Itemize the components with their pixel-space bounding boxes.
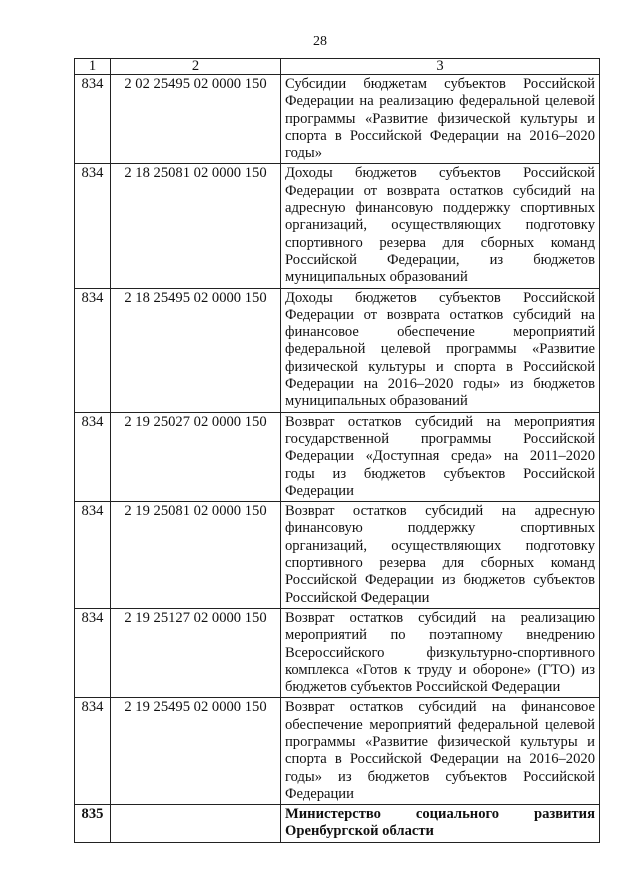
budget-code-cell: 2 02 25495 02 0000 150	[111, 75, 281, 164]
admin-code-cell: 834	[75, 288, 111, 412]
description-cell: Возврат остатков субсидий на мероприятия государственной программы Российской Федерации «Доступная среда» на 2011–2020 годы из бюджетов субъектов Российской Федерации	[281, 412, 600, 501]
budget-code-cell: 2 19 25127 02 0000 150	[111, 608, 281, 697]
table-row	[75, 698, 600, 805]
admin-code-cell: 834	[75, 412, 111, 501]
description-cell: Субсидии бюджетам субъектов Российской Федерации на реализацию федеральной целевой программы «Развитие физической культуры и спорта в Российской Федерации на 2016–2020 годы»	[281, 75, 600, 164]
table-row	[75, 608, 600, 697]
page-number: 28	[313, 34, 327, 49]
ministry-name-cell: Министерство социального развития Оренбургской области	[281, 805, 600, 843]
budget-code-cell: 2 19 25495 02 0000 150	[111, 698, 281, 805]
budget-code-cell	[111, 805, 281, 843]
table-row	[75, 75, 600, 164]
table-row-ministry	[75, 805, 600, 843]
column-header-3: 3	[281, 59, 600, 75]
budget-code-cell: 2 19 25081 02 0000 150	[111, 502, 281, 609]
table-row	[75, 502, 600, 609]
budget-code-cell: 2 18 25081 02 0000 150	[111, 164, 281, 288]
description-cell: Доходы бюджетов субъектов Российской Федерации от возврата остатков субсидий на финансовое обеспечение мероприятий федеральной целевой программы «Развитие физической культуры и спорта в Российской Федерации на 2016–2020 годы» из бюджетов муниципальных образований	[281, 288, 600, 412]
table-row	[75, 164, 600, 288]
admin-code-cell: 834	[75, 164, 111, 288]
table-header-row	[75, 59, 600, 75]
description-cell: Доходы бюджетов субъектов Российской Федерации от возврата остатков субсидий на адресную финансовую поддержку спортивных организаций, осуществляющих подготовку спортивного резерва для сборных команд Российской Федерации, из бюджетов муниципальных образований	[281, 164, 600, 288]
budget-code-cell: 2 18 25495 02 0000 150	[111, 288, 281, 412]
budget-code-cell: 2 19 25027 02 0000 150	[111, 412, 281, 501]
table-row	[75, 412, 600, 501]
table-row	[75, 288, 600, 412]
description-cell: Возврат остатков субсидий на адресную финансовую поддержку спортивных организаций, осуществляющих подготовку спортивного резерва для сборных команд Российской Федерации из бюджетов субъектов Российской Федерации	[281, 502, 600, 609]
admin-code-cell: 835	[75, 805, 111, 843]
admin-code-cell: 834	[75, 698, 111, 805]
description-cell: Возврат остатков субсидий на финансовое обеспечение мероприятий федеральной целевой программы «Развитие физической культуры и спорта в Российской Федерации на 2016–2020 годы» из бюджетов субъектов Российской Федерации	[281, 698, 600, 805]
admin-code-cell: 834	[75, 608, 111, 697]
column-header-2: 2	[111, 59, 281, 75]
column-header-1: 1	[75, 59, 111, 75]
admin-code-cell: 834	[75, 75, 111, 164]
description-cell: Возврат остатков субсидий на реализацию мероприятий по поэтапному внедрению Всероссийского физкультурно-спортивного комплекса «Готов к труду и обороне» (ГТО) из бюджетов субъектов Российской Федерации	[281, 608, 600, 697]
admin-code-cell: 834	[75, 502, 111, 609]
budget-codes-table	[74, 58, 600, 843]
